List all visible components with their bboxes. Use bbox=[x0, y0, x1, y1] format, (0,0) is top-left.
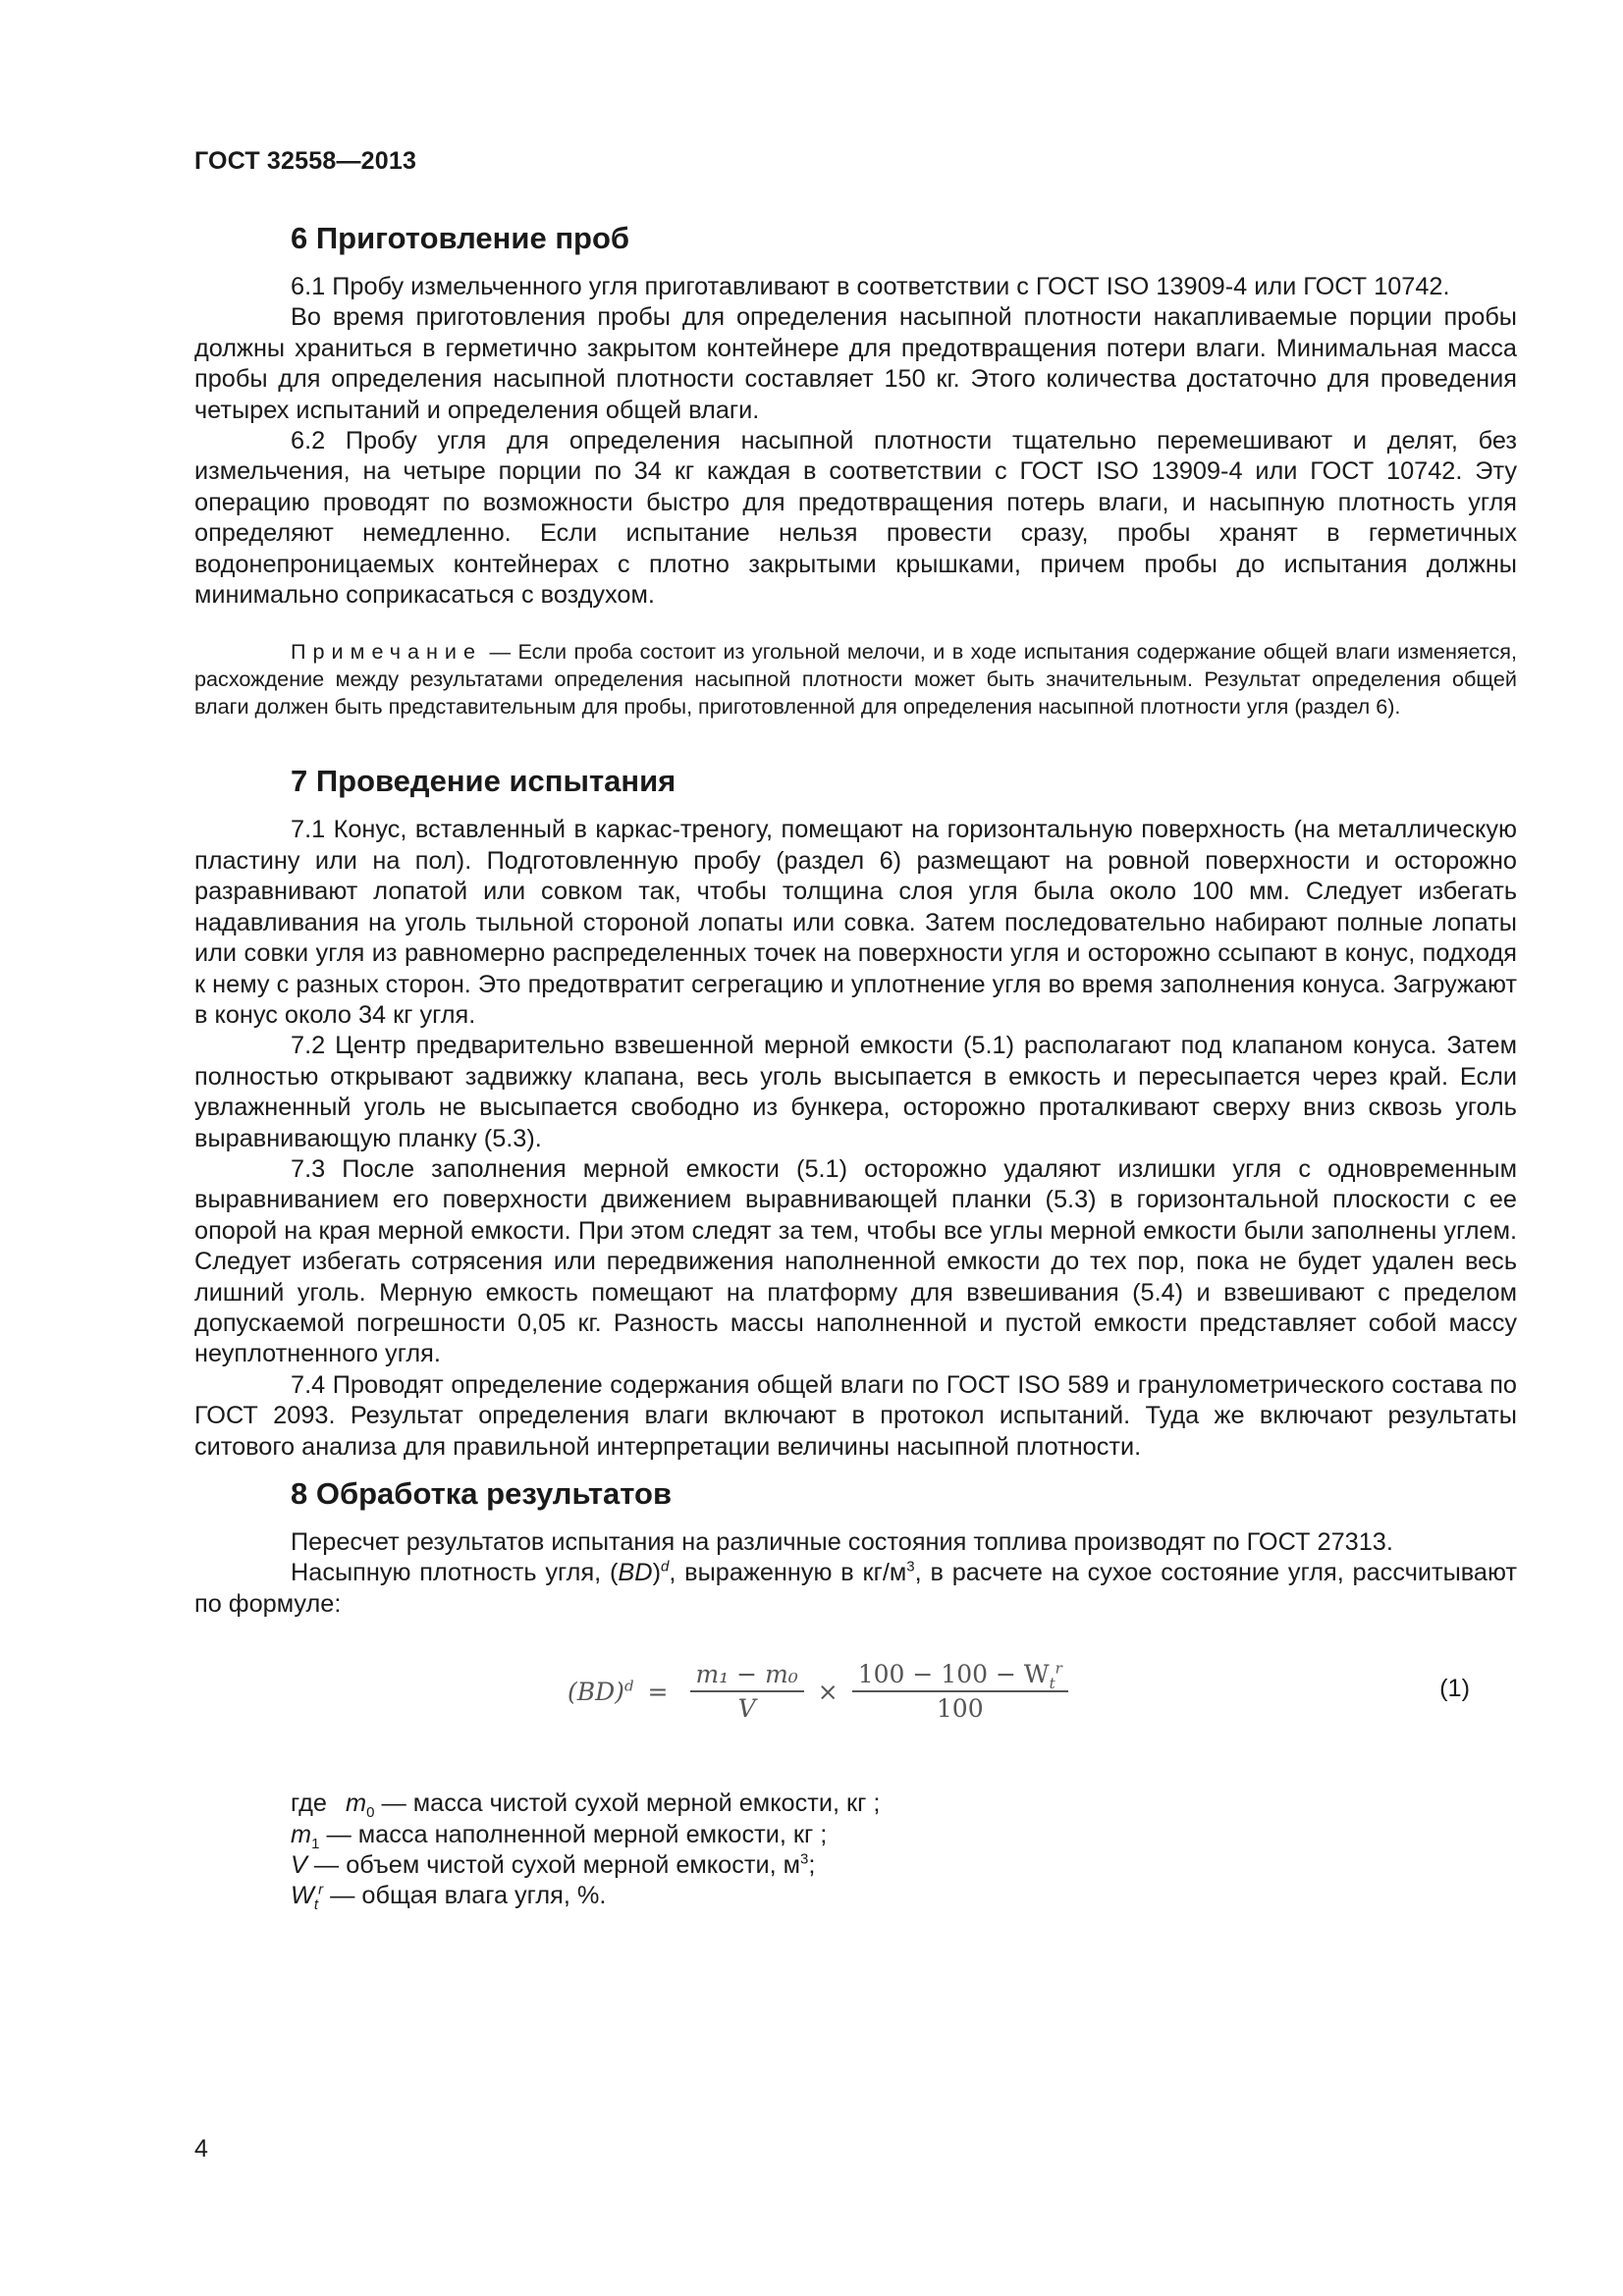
legend-m0: где $m_0$ — масса чистой сухой мерной емкости, кг ; bbox=[291, 1789, 881, 1822]
formula-equals: = bbox=[647, 1677, 669, 1706]
paragraph-6-1-cont: Во время приготовления пробы для определения насыпной плотности накапливаемые порции пробы должны храниться в герметично закрытом контейнере для предотвращения потери влаги. Минимальная масса пробы для определения насыпной плотности составляет 150 кг. Этого количества достаточно для проведения четырех испытаний и определения общей влаги. bbox=[194, 303, 1517, 424]
note-block bbox=[194, 638, 1517, 721]
paragraph-6-1: 6.1 Пробу измельченного угля приготавливают в соответствии с ГОСТ ISO 13909-4 или ГОСТ 10742. bbox=[291, 273, 1450, 300]
formula-row bbox=[194, 1647, 1517, 1735]
formula-denominator-volume: V bbox=[737, 1694, 756, 1724]
paragraph-6-2: 6.2 Пробу угля для определения насыпной плотности тщательно перемешивают и делят, без измельчения, на четыре порции по 34 кг каждая в соответствии с ГОСТ ISO 13909-4 или ГОСТ 10742. Эту операцию проводят по возможности быстро для предотвращения потерь влаги, и насыпную плотность угля определяют немедленно. Если испытание нельзя провести сразу, пробы хранят в герметичных водонепроницаемых контейнерах с плотно закрытыми крышками, причем пробы до испытания должны минимально соприкасаться с воздухом. bbox=[194, 427, 1517, 610]
formula-numerator-moisture: $100 - 100 - W_t^r$ bbox=[852, 1660, 1068, 1692]
legend-m1: $m_1$ — масса наполненной мерной емкости, кг ; bbox=[291, 1820, 828, 1852]
legend-v: V — объем чистой сухой мерной емкости, $м^3$; bbox=[291, 1850, 816, 1880]
page-number: 4 bbox=[194, 2135, 208, 2163]
paragraph-8-2: Насыпную плотность угля, (BD)$^d$, выраженную в $кг/м^3$, в расчете на сухое состояние угля, рассчитывают по формуле: bbox=[194, 1558, 1517, 1618]
paragraph-7-3: 7.3 После заполнения мерной емкости (5.1) осторожно удаляют излишки угля с одновременным выравниванием его поверхности движением выравнивающей планки (5.3) в горизонтальной плоскости с ее опорой на края мерной емкости. При этом следят за тем, чтобы все углы мерной емкости были заполнены углем. Следует избегать сотрясения или передвижения наполненной емкости до тех пор, пока не будет удален весь лишний уголь. Мерную емкость помещают на платформу для взвешивания (5.4) и взвешивают с пределом допускаемой погрешности 0,05 кг. Разность массы наполненной и пустой емкости представляет собой массу неуплотненного угля. bbox=[194, 1154, 1517, 1368]
formula-lhs: (BD)$^d$ bbox=[568, 1677, 634, 1706]
standard-designation: ГОСТ 32558—2013 bbox=[194, 147, 417, 175]
formula-denominator-hundred: 100 bbox=[936, 1694, 984, 1724]
legend-w: $W_t^r$ — общая влага угля, %. bbox=[291, 1882, 607, 1914]
document-page bbox=[194, 147, 1517, 1912]
note-label: Примечание bbox=[291, 639, 482, 665]
section-8-title: 8 Обработка результатов bbox=[291, 1476, 673, 1511]
note-text: — Если проба состоит из угольной мелочи, и в ходе испытания содержание общей влаги изменяется, расхождение между результатами определения насыпной плотности может быть значительным. Результат определения общей влаги должен быть представительным для пробы, приготовленной для определения насыпной плотности угля (раздел 6). bbox=[194, 639, 1517, 720]
formula-legend bbox=[194, 1789, 1517, 1912]
formula-times: × bbox=[817, 1677, 839, 1706]
section-6-title: 6 Приготовление проб bbox=[291, 221, 630, 255]
formula-fraction-moisture bbox=[852, 1660, 1068, 1723]
formula-fraction-mass bbox=[690, 1660, 804, 1723]
bulk-density-formula bbox=[568, 1647, 1076, 1735]
paragraph-8-1: Пересчет результатов испытания на различные состояния топлива производят по ГОСТ 27313. bbox=[291, 1528, 1393, 1556]
paragraph-7-1: 7.1 Конус, вставленный в каркас-треногу, помещают на горизонтальную поверхность (на металлическую пластину или на пол). Подготовленную пробу (раздел 6) размещают на ровной поверхности и осторожно разравнивают лопатой или совком так, чтобы толщина слоя угля была около 100 мм. Следует избегать надавливания на уголь тыльной стороной лопаты или совка. Затем последовательно набирают полные лопаты или совки угля из равномерно распределенных точек на поверхности угля и осторожно ссыпают в конус, подходя к нему с разных сторон. Это предотвратит сегрегацию и уплотнение угля во время заполнения конуса. Загружают в конус около 34 кг угля. bbox=[194, 816, 1517, 1029]
paragraph-7-4: 7.4 Проводят определение содержания общей влаги по ГОСТ ISO 589 и гранулометрического состава по ГОСТ 2093. Результат определения влаги включают в протокол испытаний. Туда же включают результаты ситового анализа для правильной интерпретации величины насыпной плотности. bbox=[194, 1370, 1517, 1461]
formula-numerator-mass: m₁ − m₀ bbox=[690, 1660, 804, 1692]
paragraph-7-2: 7.2 Центр предварительно взвешенной мерной емкости (5.1) располагают под клапаном конуса. Затем полностью открывают задвижку клапана, весь уголь высыпается в емкость и пересыпается через край. Если увлажненный уголь не высыпается свободно из бункера, осторожно проталкивают сверху вниз сквозь уголь выравнивающую планку (5.3). bbox=[194, 1032, 1517, 1152]
formula-number: (1) bbox=[1439, 1675, 1470, 1703]
section-7-title: 7 Проведение испытания bbox=[291, 764, 676, 799]
